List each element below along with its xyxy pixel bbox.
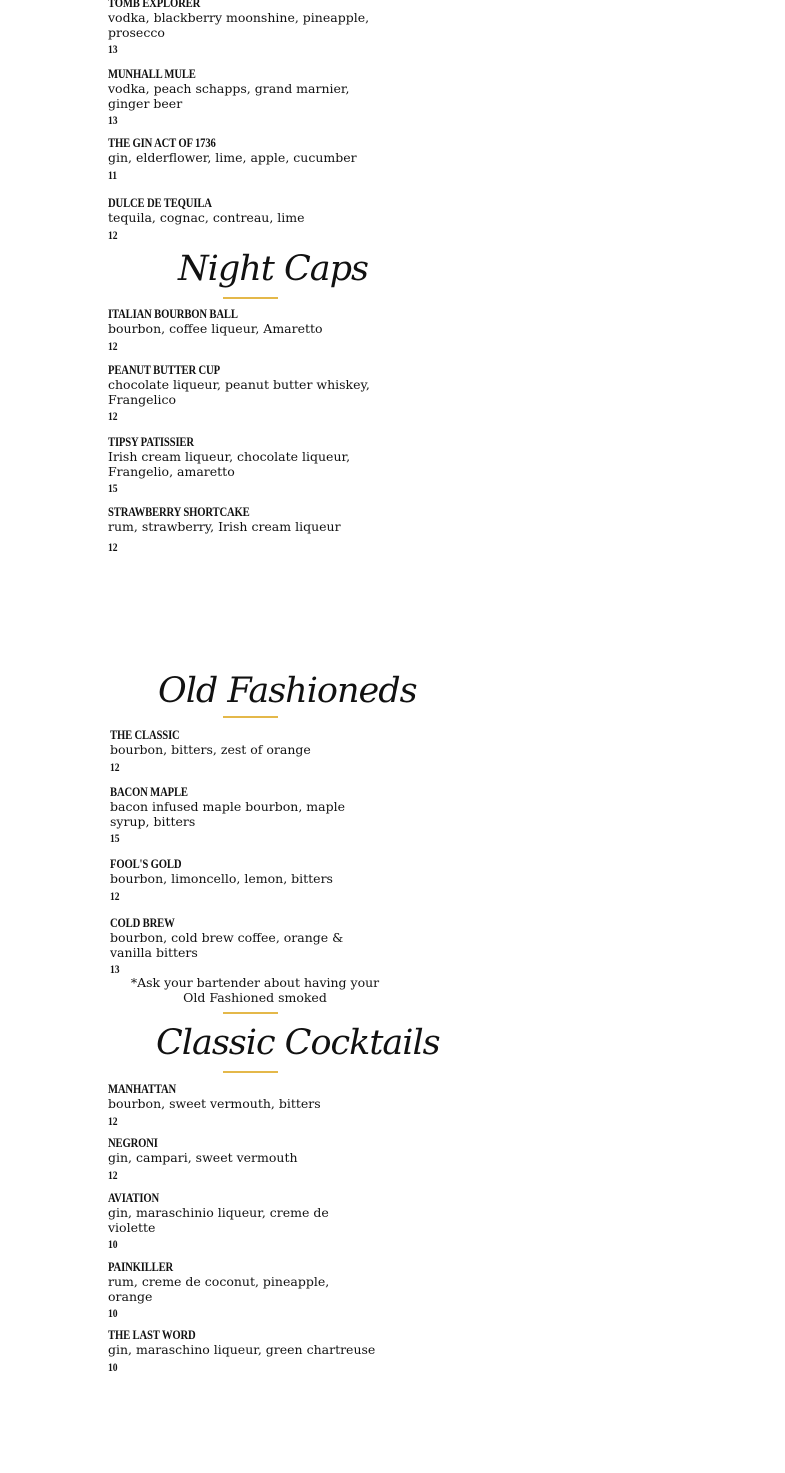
item-price: 12	[108, 338, 118, 353]
item-price: 12	[108, 1113, 118, 1128]
item-name: STRAWBERRY SHORTCAKE	[108, 504, 250, 519]
menu-item	[108, 306, 408, 353]
smoked-note: *Ask your bartender about having your Old Fashioned smoked	[130, 975, 380, 1005]
item-name: THE GIN ACT OF 1736	[108, 135, 216, 150]
item-price: 10	[108, 1359, 118, 1374]
section-divider	[223, 1071, 278, 1073]
item-price: 12	[110, 759, 120, 774]
item-price: 15	[108, 481, 118, 495]
item-description: gin, maraschino liqueur, green chartreuse	[108, 1342, 376, 1357]
item-price: 12	[108, 409, 118, 423]
item-description: bourbon, bitters, zest of orange	[110, 742, 311, 757]
section-divider	[223, 1012, 278, 1014]
item-name: THE CLASSIC	[110, 727, 180, 742]
item-description: bourbon, limoncello, lemon, bitters	[110, 871, 333, 886]
menu-item	[108, 1135, 408, 1182]
item-description: rum, strawberry, Irish cream liqueur	[108, 519, 341, 534]
item-description: chocolate liqueur, peanut butter whiskey, Frangelico	[108, 377, 370, 407]
item-price: 13	[110, 962, 120, 976]
item-description: gin, maraschinio liqueur, creme de violette	[108, 1205, 329, 1235]
menu-item	[108, 504, 408, 554]
item-price: 12	[108, 227, 118, 242]
item-name: PAINKILLER	[108, 1259, 174, 1274]
item-name: ITALIAN BOURBON BALL	[108, 306, 238, 321]
item-description: gin, campari, sweet vermouth	[108, 1150, 298, 1165]
menu-item	[108, 1259, 408, 1320]
menu-item	[108, 1081, 408, 1128]
item-name: TIPSY PATISSIER	[108, 434, 194, 449]
item-name: DULCE DE TEQUILA	[108, 195, 212, 210]
item-name: TOMB EXPLORER	[108, 0, 201, 10]
menu-item	[108, 135, 408, 182]
item-name: MANHATTAN	[108, 1081, 177, 1096]
item-price: 12	[110, 888, 120, 903]
menu-item	[110, 915, 410, 976]
menu-item	[108, 0, 408, 56]
item-name: MUNHALL MULE	[108, 66, 196, 81]
section-divider	[223, 716, 278, 718]
item-price: 10	[108, 1237, 118, 1251]
menu-item	[108, 66, 408, 127]
item-price: 13	[108, 42, 118, 56]
menu-item	[108, 1327, 408, 1374]
menu-item	[108, 362, 408, 423]
item-name: FOOL'S GOLD	[110, 856, 182, 871]
item-description: bourbon, cold brew coffee, orange & vanilla bitters	[110, 930, 344, 960]
item-description: bacon infused maple bourbon, maple syrup, bitters	[110, 799, 345, 829]
item-description: gin, elderflower, lime, apple, cucumber	[108, 150, 357, 165]
item-name: AVIATION	[108, 1190, 160, 1205]
item-description: vodka, peach schapps, grand marnier, ginger beer	[108, 81, 350, 111]
item-description: bourbon, sweet vermouth, bitters	[108, 1096, 321, 1111]
section-title-night-caps: Night Caps	[178, 249, 368, 289]
item-name: PEANUT BUTTER CUP	[108, 362, 220, 377]
item-description: tequila, cognac, contreau, lime	[108, 210, 305, 225]
item-description: bourbon, coffee liqueur, Amaretto	[108, 321, 323, 336]
section-title-classic-cocktails: Classic Cocktails	[156, 1023, 440, 1063]
item-name: COLD BREW	[110, 915, 175, 930]
section-title-old-fashioneds: Old Fashioneds	[158, 671, 417, 711]
item-name: BACON MAPLE	[110, 784, 188, 799]
item-description: vodka, blackberry moonshine, pineapple, prosecco	[108, 10, 370, 40]
item-name: THE LAST WORD	[108, 1327, 196, 1342]
section-divider	[223, 297, 278, 299]
menu-item	[108, 1190, 408, 1251]
menu-item	[110, 784, 410, 845]
menu-item	[110, 856, 410, 903]
menu-item	[108, 434, 408, 495]
item-price: 10	[108, 1306, 118, 1320]
item-price: 11	[108, 167, 118, 182]
item-price: 15	[110, 831, 120, 845]
item-price: 13	[108, 113, 118, 127]
item-price: 12	[108, 539, 118, 554]
menu-item	[110, 727, 410, 774]
item-price: 12	[108, 1167, 118, 1182]
item-description: rum, creme de coconut, pineapple, orange	[108, 1274, 330, 1304]
menu-item	[108, 195, 408, 242]
item-description: Irish cream liqueur, chocolate liqueur, Frangelio, amaretto	[108, 449, 351, 479]
item-name: NEGRONI	[108, 1135, 158, 1150]
